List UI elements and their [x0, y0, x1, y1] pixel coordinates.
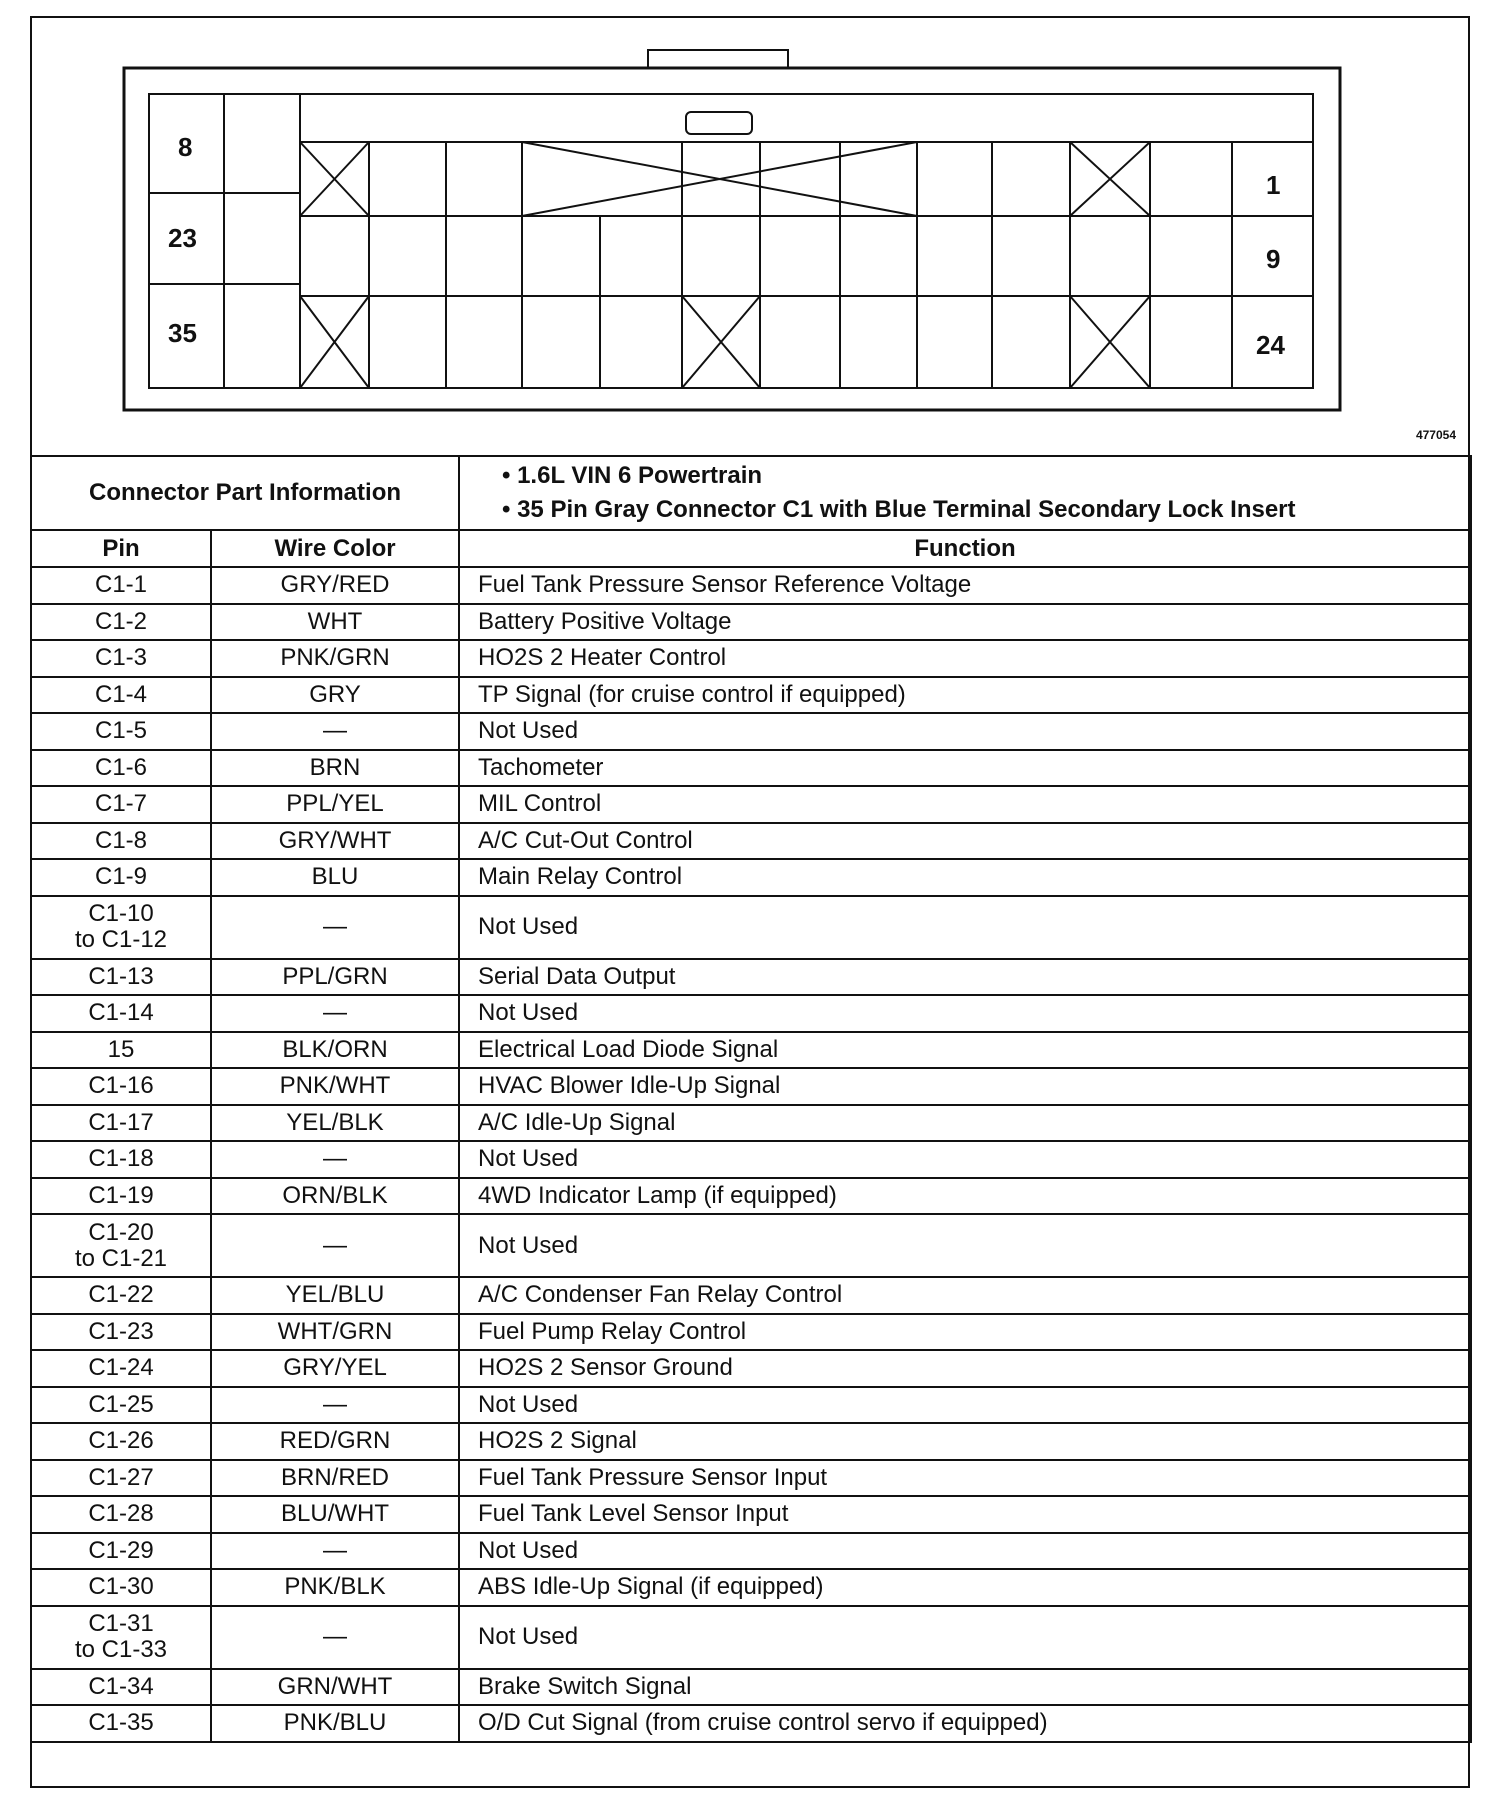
function-cell: Not Used [459, 1606, 1471, 1669]
table-row [31, 1105, 1471, 1142]
function-cell: A/C Condenser Fan Relay Control [459, 1277, 1471, 1314]
table-row [31, 1496, 1471, 1533]
function-cell: Brake Switch Signal [459, 1669, 1471, 1706]
pin-number: C1-29 [88, 1536, 154, 1564]
pin-label-8: 8 [178, 132, 193, 162]
wire-color-cell: RED/GRN [211, 1423, 459, 1460]
wire-color-cell: — [211, 995, 459, 1032]
connector-info-row [31, 456, 1471, 530]
pin-cell [31, 1068, 211, 1105]
table-row [31, 1214, 1471, 1277]
table-row [31, 1141, 1471, 1178]
pin-number: C1-3 [94, 644, 148, 672]
table-row [31, 896, 1471, 959]
wire-color-cell: GRY [211, 677, 459, 714]
wire-color-cell: GRY/YEL [211, 1350, 459, 1387]
pin-column-header: Pin [31, 530, 211, 567]
pin-number: C1-8 [94, 826, 148, 854]
pin-cell [31, 1277, 211, 1314]
pin-cell [31, 1669, 211, 1706]
pin-number: C1-23 [88, 1317, 154, 1345]
wire-color-cell: WHT [211, 604, 459, 641]
connector-drawing [32, 18, 1468, 455]
wire-color-cell: BRN [211, 750, 459, 787]
pin-number: C1-25 [88, 1390, 154, 1418]
function-cell: O/D Cut Signal (from cruise control servo if equipped) [459, 1705, 1471, 1742]
function-cell: Not Used [459, 896, 1471, 959]
pin-cell [31, 640, 211, 677]
pin-number: C1-22 [88, 1281, 154, 1309]
table-row [31, 1277, 1471, 1314]
pin-cell [31, 1141, 211, 1178]
table-row [31, 1314, 1471, 1351]
wire-color-cell: PPL/YEL [211, 786, 459, 823]
wire-color-cell: — [211, 1387, 459, 1424]
table-row [31, 1705, 1471, 1742]
pin-range-end: to C1-21 [74, 1244, 168, 1272]
table-row [31, 786, 1471, 823]
pin-label-9: 9 [1266, 244, 1281, 274]
pin-cell [31, 604, 211, 641]
wire-color-cell: PPL/GRN [211, 959, 459, 996]
pin-cell [31, 1350, 211, 1387]
connector-document [30, 16, 1470, 1788]
table-row [31, 1460, 1471, 1497]
function-column-header: Function [459, 530, 1471, 567]
table-row [31, 823, 1471, 860]
table-row [31, 1350, 1471, 1387]
pin-number: C1-24 [88, 1354, 154, 1382]
wire-color-cell: GRN/WHT [211, 1669, 459, 1706]
function-cell: Fuel Tank Pressure Sensor Reference Voltage [459, 567, 1471, 604]
pin-number: C1-1 [94, 571, 148, 599]
function-cell: Battery Positive Voltage [459, 604, 1471, 641]
wire-color-cell: — [211, 1606, 459, 1669]
pin-cell [31, 713, 211, 750]
pin-cell [31, 1606, 211, 1669]
pin-number: C1-10 [88, 900, 154, 927]
info-bullet: • 35 Pin Gray Connector C1 with Blue Terminal Secondary Lock Insert [502, 496, 1296, 523]
pin-number: C1-14 [88, 999, 154, 1027]
wire-color-cell: — [211, 1214, 459, 1277]
figure-code: 477054 [1415, 428, 1456, 442]
function-cell: HO2S 2 Sensor Ground [459, 1350, 1471, 1387]
pin-number: C1-7 [94, 790, 148, 818]
connector-shell [124, 68, 1340, 410]
pin-number: C1-26 [88, 1427, 154, 1455]
pin-cell [31, 677, 211, 714]
pin-number: C1-13 [88, 962, 154, 990]
pin-cell [31, 786, 211, 823]
table-row [31, 959, 1471, 996]
pin-number: C1-19 [88, 1181, 154, 1209]
function-cell: Electrical Load Diode Signal [459, 1032, 1471, 1069]
wire-color-cell: BLU/WHT [211, 1496, 459, 1533]
pin-cell [31, 1314, 211, 1351]
connector-face-diagram [32, 18, 1468, 455]
pin-cell [31, 567, 211, 604]
table-row [31, 713, 1471, 750]
pin-number: C1-16 [88, 1072, 154, 1100]
pin-number: C1-4 [94, 680, 148, 708]
table-row [31, 1387, 1471, 1424]
pin-cell [31, 1569, 211, 1606]
pin-number: 15 [107, 1035, 135, 1063]
column-header-row [31, 530, 1471, 567]
table-row [31, 604, 1471, 641]
function-cell: Main Relay Control [459, 859, 1471, 896]
function-cell: Fuel Tank Pressure Sensor Input [459, 1460, 1471, 1497]
wire-color-cell: ORN/BLK [211, 1178, 459, 1215]
table-row [31, 640, 1471, 677]
wire-color-cell: PNK/BLK [211, 1569, 459, 1606]
wire-color-cell: BLK/ORN [211, 1032, 459, 1069]
pin-range-end: to C1-12 [74, 926, 168, 953]
table-row [31, 1669, 1471, 1706]
connector-body [149, 94, 1313, 388]
wire-color-cell: PNK/WHT [211, 1068, 459, 1105]
pin-number: C1-28 [88, 1500, 154, 1528]
function-cell: Serial Data Output [459, 959, 1471, 996]
pin-cell [31, 1214, 211, 1277]
pin-number: C1-2 [94, 607, 148, 635]
pin-number: C1-27 [88, 1463, 154, 1491]
wire-color-cell: BLU [211, 859, 459, 896]
pin-label-1: 1 [1266, 170, 1281, 200]
wire-color-cell: GRY/WHT [211, 823, 459, 860]
wire-color-cell: — [211, 1141, 459, 1178]
pin-number: C1-35 [88, 1709, 154, 1737]
pin-cell [31, 1105, 211, 1142]
pin-number: C1-6 [94, 753, 148, 781]
wire-color-cell: YEL/BLK [211, 1105, 459, 1142]
function-cell: Not Used [459, 1214, 1471, 1277]
wire-color-cell: GRY/RED [211, 567, 459, 604]
pin-cell [31, 823, 211, 860]
pin-range-end: to C1-33 [74, 1636, 168, 1663]
wire-color-cell: WHT/GRN [211, 1314, 459, 1351]
info-bullet: • 1.6L VIN 6 Powertrain [502, 462, 763, 489]
function-cell: Not Used [459, 1387, 1471, 1424]
table-row [31, 567, 1471, 604]
pin-number: C1-31 [88, 1610, 154, 1637]
function-cell: Not Used [459, 1533, 1471, 1570]
table-row [31, 677, 1471, 714]
table-row [31, 859, 1471, 896]
pin-cell [31, 859, 211, 896]
unused-cavity-marks [300, 142, 1150, 388]
key-slot [686, 112, 752, 134]
pin-cell [31, 1533, 211, 1570]
pin-label-24: 24 [1256, 330, 1285, 360]
table-row [31, 1533, 1471, 1570]
function-cell: Tachometer [459, 750, 1471, 787]
function-cell: HO2S 2 Heater Control [459, 640, 1471, 677]
function-cell: HVAC Blower Idle-Up Signal [459, 1068, 1471, 1105]
pin-number: C1-18 [88, 1145, 154, 1173]
pin-label-35: 35 [168, 318, 197, 348]
pin-number: C1-20 [88, 1218, 154, 1246]
wire-color-cell: YEL/BLU [211, 1277, 459, 1314]
pin-cell [31, 1705, 211, 1742]
function-cell: ABS Idle-Up Signal (if equipped) [459, 1569, 1471, 1606]
wire-color-cell: PNK/BLU [211, 1705, 459, 1742]
table-row [31, 1569, 1471, 1606]
pin-number: C1-17 [88, 1108, 154, 1136]
pin-cell [31, 750, 211, 787]
function-cell: Not Used [459, 713, 1471, 750]
pin-number: C1-5 [94, 717, 148, 745]
connector-latch-tab [648, 50, 788, 68]
pin-cell [31, 1460, 211, 1497]
function-cell: Fuel Tank Level Sensor Input [459, 1496, 1471, 1533]
table-row [31, 750, 1471, 787]
table-row [31, 1178, 1471, 1215]
wire-color-cell: — [211, 1533, 459, 1570]
pin-number: C1-9 [94, 863, 148, 891]
pin-cell [31, 1387, 211, 1424]
pin-cell [31, 896, 211, 959]
connector-info-label: Connector Part Information [31, 456, 459, 530]
wire-color-cell: — [211, 896, 459, 959]
pin-number: C1-30 [88, 1573, 154, 1601]
wire-color-cell: PNK/GRN [211, 640, 459, 677]
pin-label-23: 23 [168, 223, 197, 253]
table-row [31, 1068, 1471, 1105]
function-cell: A/C Cut-Out Control [459, 823, 1471, 860]
pinout-table [30, 455, 1472, 1743]
function-cell: TP Signal (for cruise control if equipped) [459, 677, 1471, 714]
function-cell: Not Used [459, 1141, 1471, 1178]
function-cell: Not Used [459, 995, 1471, 1032]
table-row [31, 1032, 1471, 1069]
pin-cell [31, 995, 211, 1032]
pin-cell [31, 1496, 211, 1533]
pin-cell [31, 959, 211, 996]
function-cell: Fuel Pump Relay Control [459, 1314, 1471, 1351]
function-cell: MIL Control [459, 786, 1471, 823]
function-cell: 4WD Indicator Lamp (if equipped) [459, 1178, 1471, 1215]
pin-cell [31, 1423, 211, 1460]
table-row [31, 995, 1471, 1032]
function-cell: A/C Idle-Up Signal [459, 1105, 1471, 1142]
pin-cell [31, 1178, 211, 1215]
wire-color-column-header: Wire Color [211, 530, 459, 567]
function-cell: HO2S 2 Signal [459, 1423, 1471, 1460]
pin-number: C1-34 [88, 1672, 154, 1700]
connector-info-bullets [459, 456, 1471, 530]
wire-color-cell: BRN/RED [211, 1460, 459, 1497]
wire-color-cell: — [211, 713, 459, 750]
pin-cell [31, 1032, 211, 1069]
table-row [31, 1423, 1471, 1460]
table-row [31, 1606, 1471, 1669]
